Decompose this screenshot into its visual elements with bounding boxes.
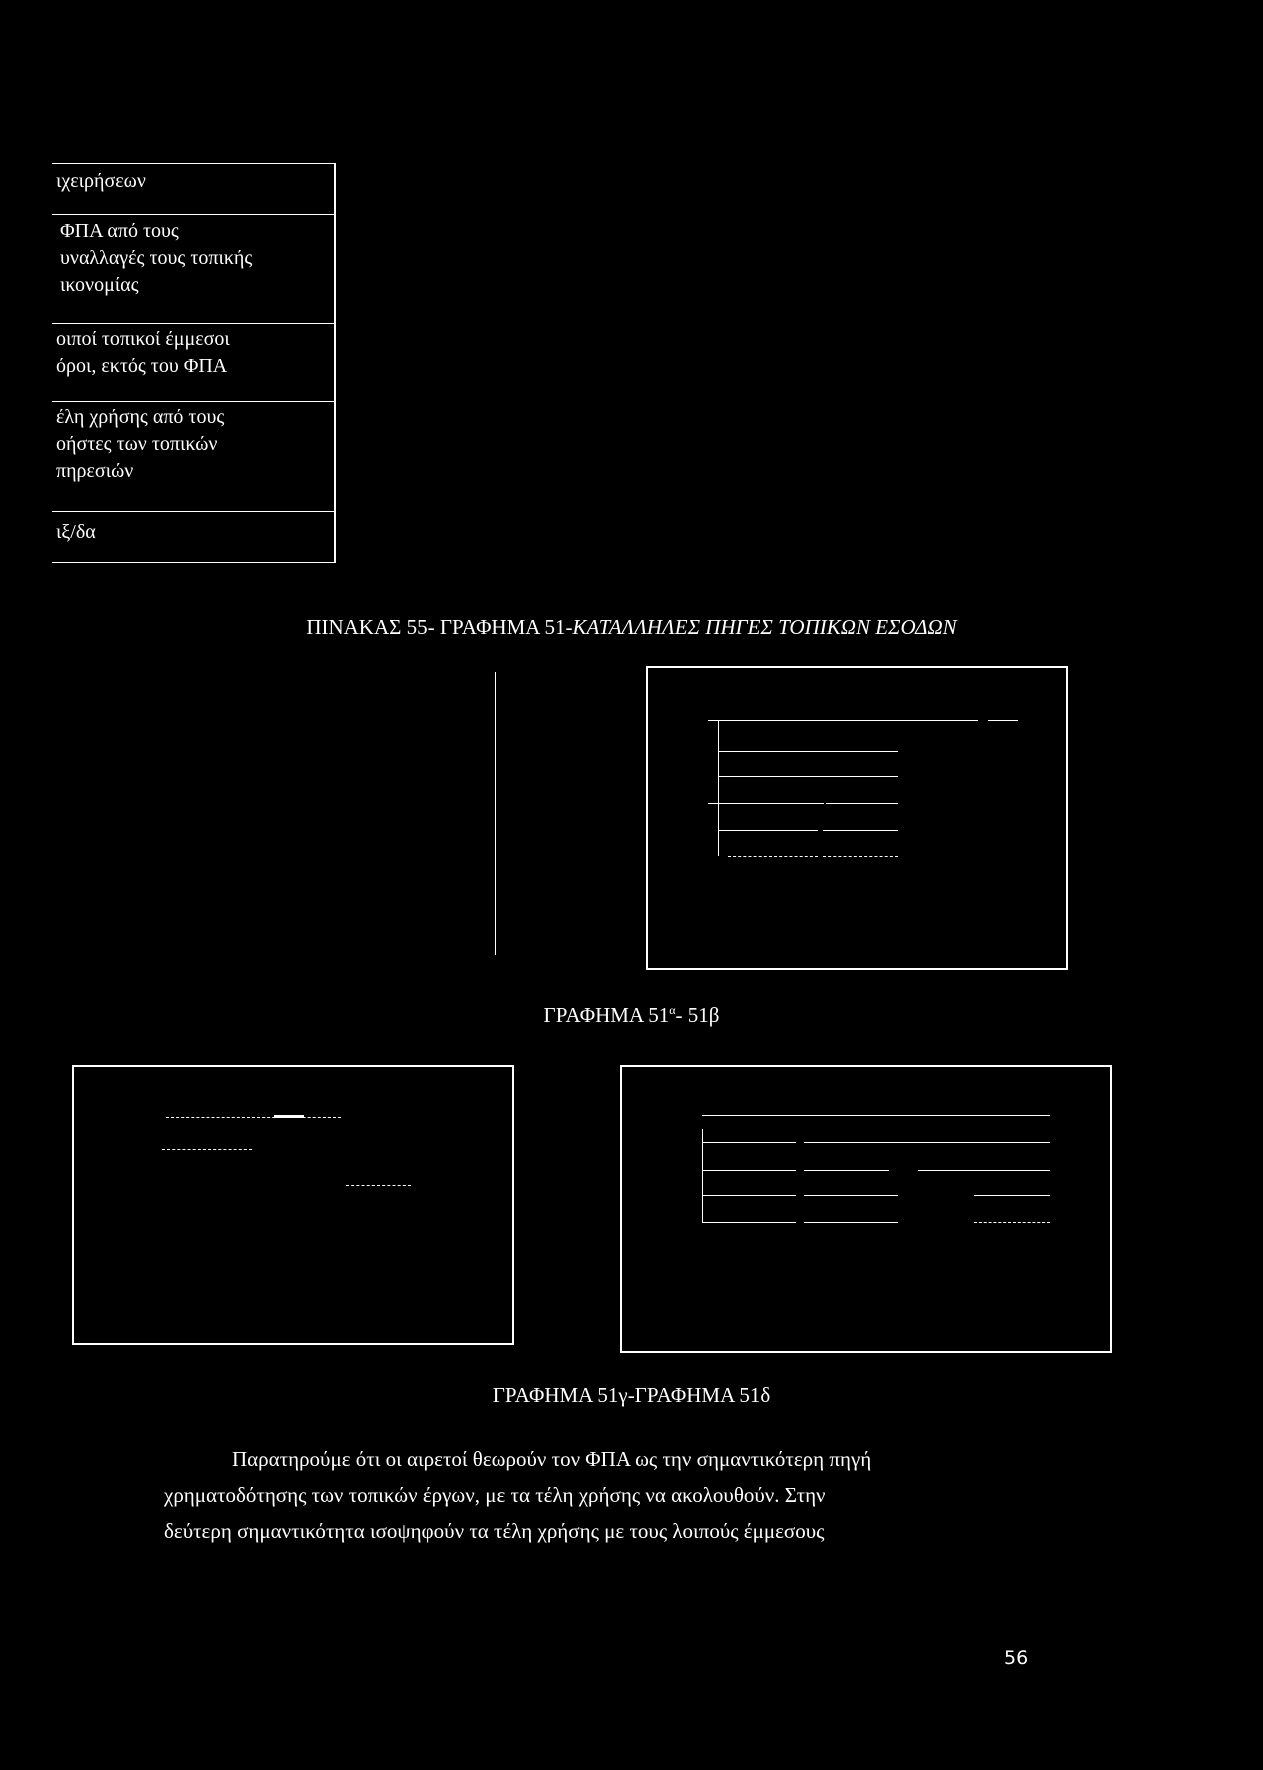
table-row-vat: ΦΠΑ από τους υναλλαγές τους τοπικής ικονομίας (60, 220, 253, 296)
table-top-border (52, 163, 336, 164)
table-divider (52, 214, 334, 215)
paragraph-line: Παρατηρούμε ότι οι αιρετοί θεωρούν τον ΦΠΑ ως την σημαντικότερη πηγή (232, 1447, 872, 1471)
revenue-sources-table (52, 163, 336, 563)
page-number: 56 (1004, 1647, 1029, 1669)
table-row-businesses: ιχειρήσεων (56, 170, 146, 192)
table-divider (52, 323, 334, 324)
table-right-border (334, 163, 336, 563)
table-divider (52, 401, 334, 402)
table-divider (52, 511, 334, 512)
chart-51ab-caption: ΓΡΑΦΗΜΑ $51^\alpha-$ 51β (543, 1003, 720, 1027)
table-bottom-border (52, 562, 336, 563)
table-caption: ΠΙΝΑΚΑΣ 55- ΓΡΑΦΗΜΑ 51-ΚΑΤΑΛΛΗΛΕΣ ΠΗΓΕΣ ΤΟΠΙΚΩΝ ΕΣΟΔΩΝ (306, 615, 957, 639)
chart-51-left-edge (495, 672, 496, 955)
chart-51c-frame (72, 1065, 514, 1345)
body-paragraph (164, 1441, 1044, 1549)
paragraph-line: χρηματοδότησης των τοπικών έργων, με τα τέλη χρήσης να ακολουθούν. Στην (164, 1483, 826, 1507)
chart-51cd-caption: ΓΡΑΦΗΜΑ 51γ-ΓΡΑΦΗΜΑ 51δ (492, 1383, 771, 1407)
chart-51d-frame (620, 1065, 1112, 1353)
table-row-user-fees: έλη χρήσης από τους οήστες των τοπικών πηρεσιών (56, 406, 225, 482)
chart-51-frame (646, 666, 1068, 970)
table-row-other-indirect-taxes: οιποί τοπικοί έμμεσοι όροι, εκτός του ΦΠΑ (56, 328, 230, 377)
paragraph-line: δεύτερη σημαντικότητα ισοψηφούν τα τέλη χρήσης με τους λοιπούς έμμεσους (164, 1519, 825, 1543)
table-row-total: ιξ/δα (56, 521, 96, 543)
